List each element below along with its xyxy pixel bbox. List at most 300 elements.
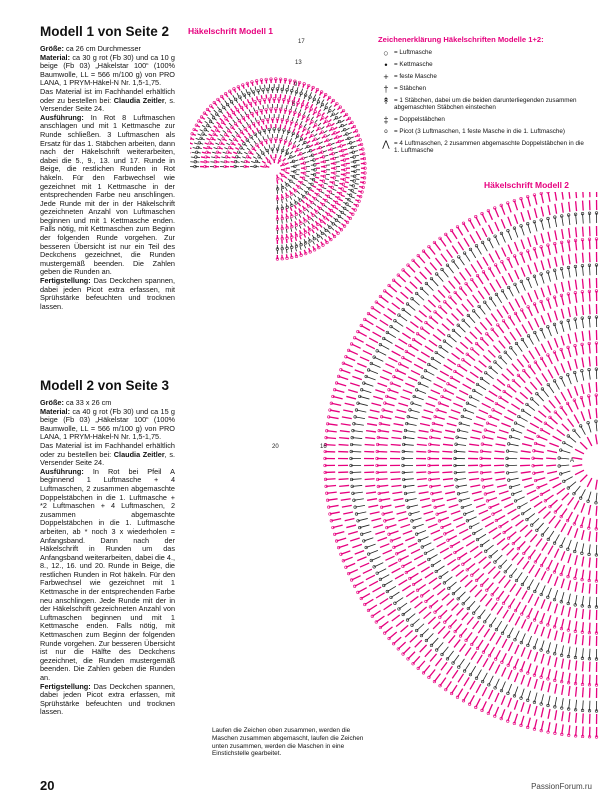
chart1-stitch [295,160,299,161]
chart1-stitch [324,183,328,184]
chart2-stitch [561,551,565,560]
chart2-stitch [470,372,478,378]
chart2-stitch [495,665,499,674]
chart2-stitch [486,598,492,606]
chart2-stitch [437,589,445,595]
chart2-stitch [589,278,590,288]
chart1-stitch [314,182,318,183]
chart1-stitch [241,91,243,95]
chart1-stitch [294,178,298,180]
chart2-stitch [434,536,443,540]
chart1-stitch [209,134,213,136]
chart2-stitch [495,222,499,231]
chart1-stitch [304,137,307,140]
chart2-stitch [431,530,440,534]
chart1-stitch [295,108,296,112]
chart1-stitch [283,100,284,104]
chart1-stitch [293,155,296,157]
chart2-stitch [548,629,551,639]
chart1-stitch [220,162,224,163]
chart2-stitch [495,250,499,259]
chart2-stitch [497,485,507,487]
chart1-stitch [296,119,298,123]
chain-icon: ○ [383,47,389,58]
chart2-stitch [524,437,533,440]
chart1-stitch [352,141,356,142]
chart2-stitch [345,403,355,405]
chart2-stitch [401,625,409,631]
chart2-stitch [499,491,509,494]
chart2-stitch [496,444,506,446]
chart2-stitch [419,607,427,613]
chart2-stitch [443,479,453,480]
chart2-chain [406,619,409,622]
chart2-stitch [471,264,476,272]
chart1-stitch [231,109,233,112]
chart1-stitch [221,103,224,106]
chart1-stitch [311,174,315,175]
chart2-stitch [360,357,369,361]
chart2-stitch [502,247,506,256]
chart2-chain [428,558,431,561]
chart2-stitch [581,503,584,512]
chart2-stitch [575,332,577,342]
chart2-stitch [464,238,469,247]
chart1-stitch [211,157,215,158]
chart2-stitch [575,253,576,263]
chart2-stitch [489,662,494,671]
chart2-stitch [398,403,408,406]
chart1-stitch [220,118,223,121]
chart1-stitch [280,124,281,128]
chart2-stitch [470,332,477,339]
chart1-stitch [233,95,235,98]
chart2-stitch [399,339,408,344]
chart2-stitch [425,649,432,656]
chart2-stitch [428,396,437,400]
chart1-chain [341,124,344,127]
chart2-stitch [504,503,513,507]
chart2-chain [553,380,556,383]
chart1-stitch [193,148,197,149]
chart2-stitch [468,472,478,473]
chart2-stitch [528,704,531,714]
chart2-stitch [575,386,578,395]
chart2-chain [457,597,460,600]
chart2-stitch [562,203,563,213]
chart2-stitch [502,374,509,381]
chart2-stitch [521,267,525,276]
chart2-stitch [509,302,514,311]
chart2-stitch [474,498,484,501]
chart2-stitch [549,443,558,446]
chart2-stitch [589,409,591,419]
chart2-stitch [568,554,571,564]
chart1-stitch [340,140,344,142]
chart2-stitch [345,519,355,521]
chart2-chain [420,287,423,290]
fertig-value: Das Deckchen spannen, dabei jeden Picot extra erfassen, mit Sprühstärke befeuchten und trocknen lassen. [40,681,175,717]
chart1-chain [317,101,320,104]
chart1-stitch [242,157,246,158]
chart2-stitch [346,525,356,528]
chart2-stitch [493,571,500,578]
chart2-stitch [464,677,469,686]
chart2-stitch [384,604,392,610]
chart2-stitch [452,565,460,571]
chart2-stitch [473,621,479,629]
legend-text: = feste Masche [394,72,437,80]
chart2-stitch [424,612,431,619]
chart1-stitch [359,187,363,188]
chart2-chain [483,620,486,623]
chart2-stitch [580,442,587,449]
chart2-stitch [437,542,446,547]
symbol-legend [378,36,588,159]
chart1-stitch [192,152,196,153]
chart1-stitch [277,180,278,184]
chart1-stitch [307,141,310,144]
chart2-stitch [530,534,537,542]
chart1-stitch [285,125,286,129]
chart2-stitch [547,471,557,473]
chart1-stitch [291,91,292,95]
chart2-stitch [406,591,414,597]
chart2-stitch [476,504,485,507]
chart2-stitch [445,492,455,494]
chart2-stitch [441,254,447,262]
chart2-stitch [470,235,475,244]
chart2-stitch [542,373,547,381]
chart2-stitch [569,202,570,212]
chart2-stitch [388,309,396,315]
chart2-stitch [555,657,557,667]
chart2-stitch [398,518,408,521]
chart2-stitch [429,578,437,584]
chart2-stitch [451,511,460,514]
chart1-chain [240,147,243,150]
legend-item [378,73,588,81]
chart1-stitch [318,123,321,126]
chart2-chain [579,497,582,500]
chart2-stitch [522,619,526,628]
chart2-stitch [562,632,564,642]
chart2-stitch [561,523,566,532]
chart1-stitch [223,115,226,118]
chart2-stitch [459,390,468,395]
chart2-stitch [397,410,407,412]
material-value: ca 30 g rot (Fb 30) und ca 10 g beige (Fb 03) „Häkelstar 100“ (100% Baumwolle, LL = 566 m/100 g) von PRO LANA, 1 PRYM-Häkel-N Nr. 1,5-1,75. [40,52,175,88]
chart1-stitch [279,144,280,148]
chart2-stitch [555,284,557,294]
chart2-stitch [419,492,429,494]
chart2-stitch [444,437,454,439]
chart1-stitch [232,135,235,137]
chart2-stitch [442,472,452,473]
chart2-stitch [546,458,556,459]
chart2-chain [428,363,431,366]
chart1-stitch [246,122,248,125]
chart2-stitch [528,293,532,302]
chart2-stitch [548,341,552,350]
chart2-stitch [475,590,482,597]
chart2-stitch [388,357,397,361]
chart2-stitch [384,314,392,320]
chart2-stitch [515,645,519,654]
chart2-stitch [569,254,570,264]
chart2-chain [541,388,544,391]
chart2-stitch [480,322,487,330]
chart1-chain [219,109,222,112]
chart-note: Laufen die Zeichen oben zusammen, werden die Maschen zusammen abgemascht, laufen die Zeichen unten zusammen, werden die Maschen in eine Einstichstelle gearbeitet. [212,727,364,758]
chart2-chain [475,244,478,247]
chart2-chain [553,542,556,545]
chart2-chain [462,319,465,322]
chart2-stitch [479,510,488,514]
chart2-stitch [582,557,584,567]
chart2-stitch [541,207,543,217]
label-ausfuehrung: Ausführung: [40,112,84,122]
chart2-stitch [370,410,380,412]
chart2-stitch [517,557,523,565]
chart2-stitch [399,580,408,585]
chart1-stitch [247,148,250,150]
chart1-stitch [300,121,302,124]
chart2-stitch [568,334,570,344]
chart2-stitch [555,192,557,201]
chart2-stitch [433,335,441,341]
chart2-stitch [479,410,488,414]
chart2-stitch [521,451,531,452]
chart1-stitch [323,151,327,152]
chart1-stitch [324,155,328,156]
chart2-stitch [555,604,558,614]
chart2-stitch [491,602,497,610]
chart1-stitch [339,136,343,138]
legend-text: = Luftmasche [394,48,432,56]
modell2-heading: Modell 2 von Seite 3 [40,378,170,393]
chart1-stitch [280,155,282,159]
chart2-stitch [433,295,440,302]
chart2-stitch [365,479,375,480]
chart2-stitch [504,336,510,344]
chart1-stitch [244,136,247,139]
chart1-stitch [241,140,244,143]
chart2-stitch [350,383,360,386]
chart1-stitch [260,101,261,105]
chart1-stitch [260,166,264,167]
chart2-stitch [479,557,487,563]
chart2-stitch [365,438,375,439]
chart1-stitch [191,157,195,158]
legend-item [378,61,588,69]
chart1-stitch [330,158,334,159]
chart2-stitch [548,574,552,583]
label-material: Material: [40,52,71,62]
chart2-stitch [438,290,445,297]
chart2-stitch [470,437,480,439]
chart2-stitch [419,311,427,317]
chart2-stitch [548,313,551,322]
label-material: Material: [40,406,71,416]
chart2-stitch [474,366,482,372]
chart2-stitch [363,351,372,355]
chart1-stitch [321,146,325,148]
chart2-stitch [433,622,440,629]
chart2-stitch [548,232,550,242]
chart2-stitch [582,530,584,540]
chart2-stitch [467,299,473,307]
chart2-stitch [493,385,501,391]
chart2-stitch [339,479,349,480]
chart2-stitch [342,505,352,507]
modell1-text [40,24,175,311]
chart2-stitch [561,579,564,589]
chart2-stitch [502,667,506,676]
chart2-stitch [452,353,460,359]
chart2-stitch [541,260,544,270]
chart1-stitch [247,99,248,103]
chart2-stitch [402,333,410,338]
chart2-stitch [568,361,571,371]
chart2-stitch [516,587,521,595]
chart2-stitch [371,518,381,520]
chart1-stitch [257,81,258,85]
chart2-stitch [452,246,458,254]
chart1-stitch [226,143,230,145]
chart1-stitch [216,157,220,158]
chart2-stitch [555,230,557,240]
chart2-stitch [528,622,532,631]
chart2-chain [415,629,418,632]
chart1-stitch [308,127,311,130]
chart1-stitch [271,155,272,159]
chart2-stitch [548,682,550,692]
chart2-stitch [483,355,490,362]
chart2-stitch [496,280,501,289]
chart2-stitch [561,606,563,616]
chart2-chain [530,398,533,401]
legend-item [378,97,588,112]
chart2-stitch [425,572,433,578]
chart1-stitch [256,153,259,156]
chart2-stitch [582,661,583,671]
chart1-stitch [299,109,301,113]
chart1-stitch [261,95,262,99]
chart1-stitch [283,115,284,119]
chart1-stitch [325,102,327,105]
chart1-stitch [294,141,296,144]
chart1-stitch [202,152,206,153]
modell1-body [40,45,175,311]
chart1-stitch [250,144,253,147]
chart1-chain [332,113,335,116]
tr2tog-icon: ⋀ [382,138,390,149]
chart2-stitch [470,585,477,592]
chart2-stitch [363,569,372,573]
chart2-stitch [420,498,430,500]
chart2-stitch [497,379,505,385]
chart2-stitch [371,403,381,405]
chart1-stitch [314,154,318,155]
dc-special-icon: ↟ [382,95,390,106]
chart2-stitch [587,437,592,446]
chart1-stitch [311,130,314,133]
chart2-stitch [478,291,484,299]
chart2-stitch [562,229,564,239]
chart2-stitch [380,320,388,325]
chart2-stitch [589,531,590,541]
chart2-stitch [530,423,539,428]
chart2-stitch [428,617,435,624]
chart2-stitch [589,252,590,262]
chart2-stitch [589,557,590,567]
chart1-stitch [344,186,348,187]
chart2-stitch [530,382,537,390]
chart1-stitch [314,94,316,98]
chart1-stitch [335,112,338,115]
chart2-stitch [340,431,350,432]
chart2-stitch [514,700,517,709]
chart1-stitch [310,145,313,147]
chart2-stitch [370,512,380,514]
chart1-stitch [311,104,313,107]
chart2-stitch [373,396,383,399]
chart2-stitch [406,327,414,333]
chart2-stitch [541,681,543,691]
chart1-stitch [339,183,343,184]
chart2-stitch [426,403,435,406]
chart2-chain [435,649,438,652]
chart2-stitch [443,286,450,293]
chart1-stitch [307,114,309,117]
chart1-stitch [272,149,273,153]
chart2-stitch [555,520,561,528]
chart2-stitch [575,449,584,454]
chart1-stitch [260,116,261,120]
chart1-stitch [286,90,287,94]
chart2-stitch [391,444,401,445]
chart2-stitch [357,557,366,561]
chart2-stitch [369,581,378,586]
chart1-stitch [304,112,306,116]
chart1-stitch [331,143,335,145]
chart2-stitch [414,555,423,560]
chart2-stitch [521,647,525,656]
chart2-chain [448,334,451,337]
chart1-stitch [243,101,245,105]
chart1-stitch [311,117,313,120]
chart1-stitch [350,157,354,158]
chart1-stitch [310,92,312,96]
legend-item [378,49,588,57]
chart2-stitch [548,709,550,719]
chart2-stitch [562,424,569,431]
label-fertig: Fertigstellung: [40,276,91,286]
chart1-stitch [206,157,210,158]
chart1-stitch [298,98,299,102]
chart2-stitch [557,430,565,436]
chart2-stitch [380,598,388,603]
chart1-stitch [232,157,236,158]
chart2-stitch [392,303,400,309]
chart2-stitch [368,417,378,419]
chart1-stitch [235,131,238,134]
chart1-stitch [271,139,272,143]
chart2-chain [475,677,478,680]
chart2-stitch [538,411,546,417]
chart2-stitch [488,350,495,357]
